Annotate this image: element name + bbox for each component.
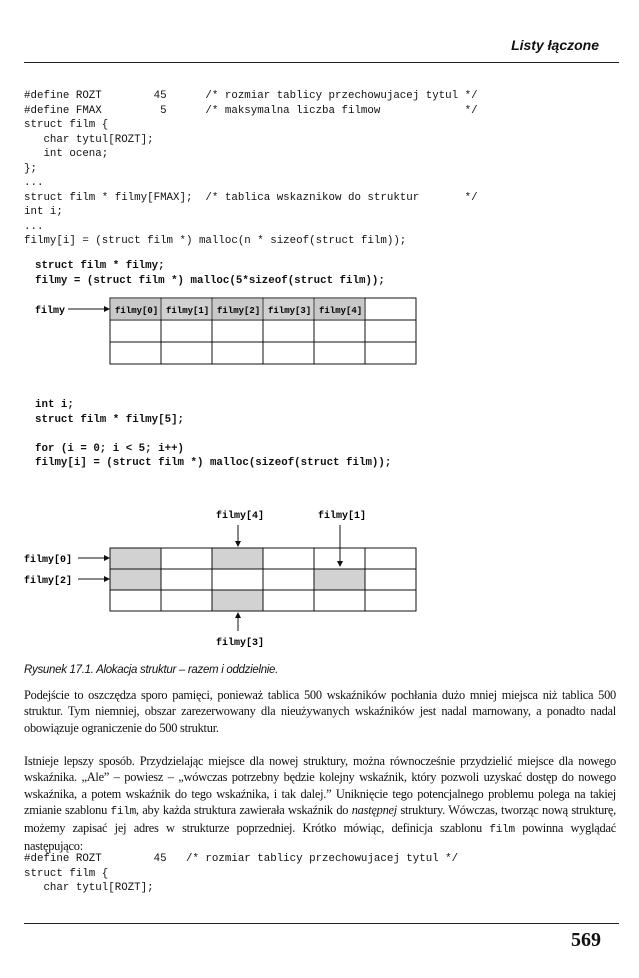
footer-rule [24, 923, 619, 924]
filmy4-label: filmy[4] [216, 511, 265, 522]
paragraph-2-text: Istnieje lepszy sposób. Przydzielając miejsce dla nowej struktury, można równocześnie przydzielić miejsce dla nowego wskaźnika. „Ale” – powiesz – „wówczas potrzebny będzie kolejny wskaźnik, który pozwoli uzyskać dostęp do nowego wskaźnika, a potem wskaźnik do tego wskaźnika, i tak dalej.” Uniknięcie tego potencjalnego problemu polega na takiej zmianie szablonu [24, 754, 616, 817]
cell-label: filmy[1] [166, 306, 210, 316]
cell-label: filmy[0] [115, 306, 159, 316]
arrowhead-filmy1 [337, 561, 343, 567]
emphasis-text: następnej [351, 802, 397, 817]
code-block-struct-start: #define ROZT 45 /* rozmiar tablicy przechowujacej tytul */ struct film { char tytul[ROZT]; [24, 853, 459, 894]
shaded-regions [110, 548, 365, 611]
arrowhead-filmy0 [104, 555, 110, 561]
arrowhead-filmy3 [235, 612, 241, 618]
paragraph-2-text: , aby każda struktura zawierała wskaźnik do [135, 802, 352, 817]
code-block-loop-malloc: int i; struct film * filmy[5]; for (i = 0; i < 5; i++) filmy[i] = (struct film *) malloc(sizeof(struct film)); [35, 399, 392, 469]
paragraph-2-text: struktury. Wówczas, tworząc nową strukturę, możemy zapisać jej adres w strukturze poprzedniej. Krótko mówiąc, definicja szablonu [24, 802, 616, 836]
filmy0-label: filmy[0] [24, 555, 73, 566]
paragraph-1: Podejście to oszczędza sporo pamięci, ponieważ tablica 500 wskaźników pochłania dużo mniej miejsca niż tablica 500 struktur. Tym niemniej, obszar zarezerwowany dla nieużywanych wskaźników jest nadal marnowany, a ponadto nadal obowiązuje ograniczenie do 500 struktur. [24, 688, 616, 735]
inline-code-film: film [489, 824, 515, 837]
paragraph-2 [24, 753, 616, 855]
figure-caption: Rysunek 17.1. Alokacja struktur – razem i oddzielnie. [24, 664, 279, 676]
paragraph-2-text: powinna wyglądać następująco: [24, 821, 617, 854]
filmy1-label: filmy[1] [318, 511, 367, 522]
figure-contiguous-allocation [0, 296, 639, 376]
header-rule [24, 62, 619, 63]
pointer-arrowhead [104, 306, 110, 312]
filmy-pointer-label: filmy [35, 306, 66, 317]
filmy3-label: filmy[3] [216, 638, 265, 649]
cell-label: filmy[4] [319, 306, 363, 316]
arrowhead-filmy2 [104, 576, 110, 582]
code-block-definitions: #define ROZT 45 /* rozmiar tablicy przechowujacej tytul */ #define FMAX 5 /* maksymalna liczba filmow */ struct film { char tytul[ROZT]; int ocena; }; ... struct film * filmy[FMAX]; /* tablica wskaznikow do struktur */ int i; ... filmy[i] = (struct film *) malloc(n * sizeof(struct film)); [24, 90, 478, 247]
running-header: Listy łączone [511, 37, 599, 53]
cell-label: filmy[2] [217, 306, 261, 316]
figure-separate-allocation [0, 505, 639, 655]
arrowhead-filmy4 [235, 541, 241, 547]
page-number: 569 [571, 929, 601, 951]
cell-label: filmy[3] [268, 306, 312, 316]
filmy2-label: filmy[2] [24, 576, 73, 587]
code-block-single-malloc: struct film * filmy; filmy = (struct film *) malloc(5*sizeof(struct film)); [35, 260, 385, 287]
inline-code-film: film [110, 805, 136, 818]
struct-cell-labels [111, 299, 364, 319]
